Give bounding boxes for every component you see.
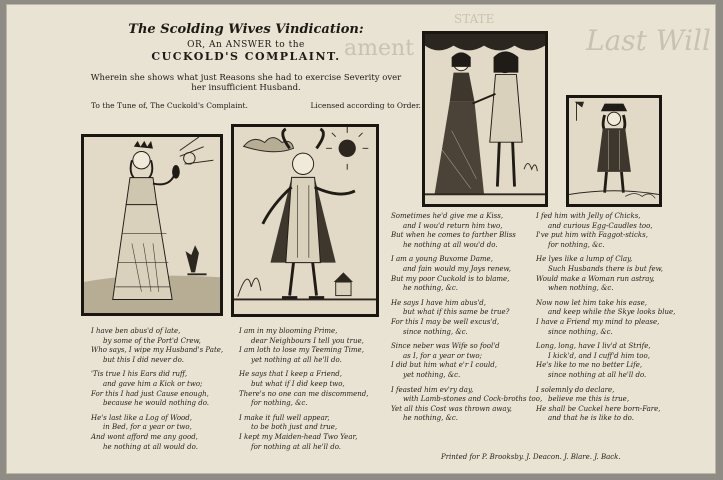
- verse-line: but what if this same be true?: [403, 308, 510, 317]
- verse-line: believe me this is true,: [548, 395, 630, 404]
- verse-line: I did but him what e'r I could,: [391, 361, 497, 370]
- ballad-subtitle: [76, 40, 416, 63]
- verse-line: Who says, I wipe my Husband's Pate,: [91, 346, 224, 355]
- tune-line: [91, 101, 421, 110]
- stanza: [91, 370, 223, 408]
- verse-line: and gave him a Kick or two;: [103, 379, 203, 388]
- stanza: [239, 327, 369, 365]
- verse-line: He's like to me no better Life,: [536, 361, 643, 370]
- verse-line: And wont afford me any good,: [91, 432, 198, 441]
- verse-line: I solemnly do declare,: [536, 385, 615, 394]
- verse-line: He shall be Cuckel here born-Fare,: [536, 404, 661, 413]
- verse-line: and curious Egg-Caudles too,: [548, 221, 653, 230]
- verse-line: I fed him with Jelly of Chicks,: [536, 212, 641, 220]
- verse-line: But my poor Cuckold is to blame,: [391, 274, 510, 283]
- verse-line: I have a Friend my mind to please,: [536, 317, 660, 326]
- verse-line: I feasted him ev'ry day,: [391, 385, 474, 394]
- verse-line: I am in my blooming Prime,: [239, 327, 338, 335]
- verse-column-4: [536, 212, 675, 429]
- verse-line: He says that I keep a Friend,: [239, 370, 342, 379]
- verse-line: He's last like a Log of Wood,: [91, 413, 192, 422]
- subtitle-line-2: CUCKOLD'S COMPLAINT.: [151, 50, 341, 63]
- verse-line: Such Husbands there is but few,: [548, 264, 664, 273]
- stanza: [91, 327, 223, 365]
- verse-line: I make it full well appear,: [239, 413, 330, 422]
- stanza: [536, 386, 675, 424]
- verse-line: Long, long, have I liv'd at Strife,: [536, 342, 651, 351]
- verse-line: There's no one can me discommend,: [239, 389, 369, 398]
- verse-line: I have ben abus'd of late,: [91, 327, 181, 335]
- verse-column-3: [391, 212, 542, 429]
- bleed-text-2: Last Will: [586, 24, 711, 57]
- stanza: [391, 255, 542, 293]
- verse-line: since nothing, &c.: [548, 327, 613, 336]
- broadside-sheet: [6, 4, 716, 474]
- stanza: [536, 342, 675, 380]
- stanza: [536, 212, 675, 250]
- bleed-text-3: ament: [344, 36, 415, 61]
- stanza: [391, 342, 542, 380]
- verse-column-2: [239, 327, 369, 457]
- stanza: [536, 255, 675, 293]
- verse-line: and keep while the Skye looks blue,: [548, 308, 676, 317]
- verse-line: Now now let him take his ease,: [536, 298, 647, 307]
- verse-line: yet nothing at all he'll do.: [251, 355, 342, 364]
- stanza: [391, 212, 542, 250]
- verse-line: with Lamb-stones and Cock-broths too,: [403, 395, 543, 404]
- verse-line: Would make a Woman run astray,: [536, 274, 655, 283]
- verse-line: I am loth to lose my Teeming Time,: [239, 346, 364, 355]
- verse-line: to be both just and true,: [251, 423, 338, 432]
- ballad-title: The Scolding Wives Vindication:: [128, 22, 364, 37]
- verse-line: For this I may be well excus'd,: [391, 317, 500, 326]
- woodcut-gentleman: [566, 95, 662, 207]
- verse-line: he nothing, &c.: [403, 284, 458, 293]
- verse-line: for nothing, &c.: [251, 399, 308, 408]
- tune-label: To the Tune of, The Cuckold's Complaint.: [91, 101, 248, 110]
- verse-line: as I, for a year or two;: [403, 351, 482, 360]
- woodcut-horned-man: [231, 124, 379, 317]
- stanza: [91, 414, 223, 452]
- verse-line: 'Tis true I his Ears did ruff,: [91, 370, 188, 379]
- stanza: [239, 370, 369, 408]
- verse-line: and fain would my Joys renew,: [403, 264, 511, 273]
- stanza: [391, 299, 542, 337]
- verse-line: But when he comes to farther Bliss: [391, 231, 516, 240]
- verse-line: since nothing, &c.: [403, 327, 468, 336]
- subtitle-line-1: OR, An ANSWER to the: [187, 40, 305, 50]
- stanza: [239, 414, 369, 452]
- verse-line: but what if I did keep two,: [251, 379, 345, 388]
- stanza: [536, 299, 675, 337]
- woodcut-couple: [422, 31, 548, 207]
- verse-line: he nothing at all would do.: [103, 442, 198, 451]
- verse-line: and I wou'd return him two,: [403, 221, 503, 230]
- verse-line: Since neber was Wife so fool'd: [391, 342, 500, 351]
- verse-line: since nothing at all he'll do.: [548, 370, 647, 379]
- verse-line: yet nothing, &c.: [403, 370, 461, 379]
- verse-line: he nothing, &c.: [403, 414, 458, 423]
- verse-line: He says I have him abus'd,: [391, 298, 486, 307]
- ballad-description: [66, 73, 426, 93]
- verse-line: I've put him with Faggot-sticks,: [536, 231, 648, 240]
- verse-line: because he would nothing do.: [103, 399, 210, 408]
- printer-imprint: Printed for P. Brooksby. J. Deacon. J. Blare. J. Back.: [441, 453, 621, 461]
- verse-line: for nothing, &c.: [548, 240, 605, 249]
- verse-line: by some of the Port'd Crew,: [103, 336, 201, 345]
- verse-line: For this I had just Cause enough,: [91, 389, 209, 398]
- verse-line: He lyes like a lump of Clay,: [536, 255, 633, 264]
- verse-line: I kept my Maiden-head Two Year,: [239, 432, 358, 441]
- verse-line: and that he is like to do.: [548, 414, 634, 423]
- description-line-1: Wherein she shows what just Reasons she had to exercise Severity over: [90, 73, 402, 83]
- verse-line: Yet all this Cost was thrown away,: [391, 404, 512, 413]
- woodcut-crowned-woman: [81, 134, 223, 316]
- description-line-2: her insufficient Husband.: [191, 83, 301, 93]
- stanza: [391, 386, 542, 424]
- verse-line: Sometimes he'd give me a Kiss,: [391, 212, 504, 220]
- verse-line: but this I did never do.: [103, 355, 184, 364]
- verse-line: when nothing, &c.: [548, 284, 614, 293]
- verse-column-1: [91, 327, 223, 457]
- license-label: Licensed according to Order.: [310, 101, 421, 110]
- verse-line: for nothing at all he'll do.: [251, 442, 342, 451]
- bleed-text-1: STATE: [454, 12, 495, 26]
- verse-line: dear Neighbours I tell you true,: [251, 336, 364, 345]
- verse-line: I am a young Buxome Dame,: [391, 255, 493, 264]
- verse-line: I kick'd, and I cuff'd him too,: [548, 351, 650, 360]
- verse-line: in Bed, for a year or two,: [103, 423, 192, 432]
- verse-line: he nothing at all wou'd do.: [403, 240, 498, 249]
